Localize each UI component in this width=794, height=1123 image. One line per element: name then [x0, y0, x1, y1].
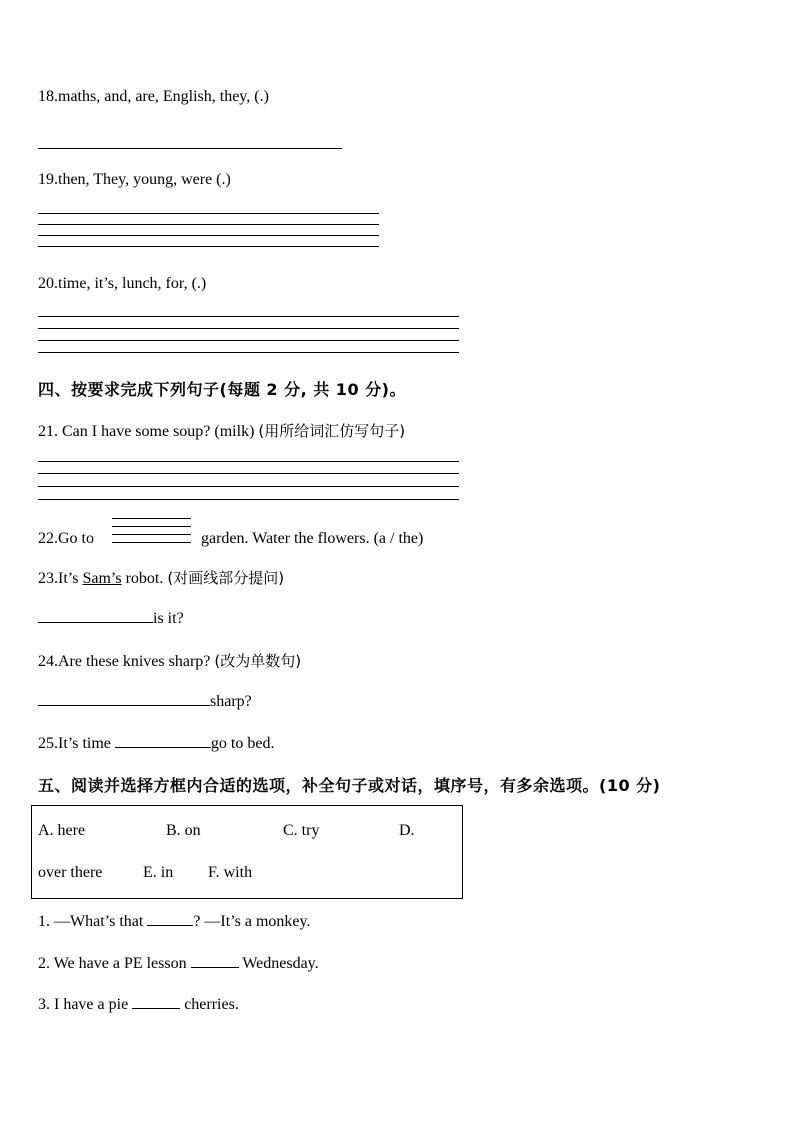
question-22-suffix: garden. Water the flowers. (a / the): [201, 530, 424, 547]
answer-line[interactable]: [38, 235, 379, 236]
question-21-number: 21: [38, 423, 54, 440]
answer-blank[interactable]: [115, 733, 211, 748]
question-23-prefix: 23.It’s: [38, 570, 83, 587]
answer-line[interactable]: [38, 340, 459, 341]
practice-3-suffix: cherries.: [180, 996, 239, 1013]
question-19: 19.then, They, young, were (.): [38, 171, 231, 188]
question-23-answer-suffix: is it?: [153, 610, 184, 627]
answer-line[interactable]: [38, 486, 459, 487]
practice-2-suffix: Wednesday.: [238, 955, 319, 972]
question-21-instruction: (用所给词汇仿写句子): [258, 422, 406, 440]
answer-blank[interactable]: [191, 953, 239, 968]
practice-2: [38, 953, 319, 973]
answer-blank[interactable]: [147, 911, 193, 926]
question-24-instruction: (改为单数句): [214, 652, 302, 670]
option-a: A. here: [38, 822, 86, 839]
question-23-suffix: robot.: [121, 570, 168, 587]
question-25: [38, 733, 274, 753]
option-b: B. on: [166, 822, 201, 839]
answer-blank[interactable]: [38, 691, 210, 706]
answer-line[interactable]: [38, 499, 459, 500]
answer-line[interactable]: [38, 213, 379, 214]
answer-blank[interactable]: [38, 608, 153, 623]
answer-line[interactable]: [38, 316, 459, 317]
section-5-heading: 五、阅读并选择方框内合适的选项，补全句子或对话，填序号，有多余选项。(10 分): [38, 776, 661, 795]
option-e: E. in: [143, 864, 174, 881]
option-d: D.: [399, 822, 415, 839]
practice-3: [38, 994, 239, 1014]
practice-1-prefix: 1. —What’s that: [38, 913, 148, 930]
question-24-answer: [38, 691, 252, 711]
answer-line[interactable]: [38, 352, 459, 353]
answer-line[interactable]: [112, 534, 191, 535]
question-18: 18.maths, and, are, English, they, (.): [38, 88, 269, 105]
answer-line[interactable]: [112, 518, 191, 519]
question-21-text: . Can I have some soup? (milk): [54, 423, 255, 440]
option-c: C. try: [283, 822, 320, 839]
practice-1-suffix: ? —It’s a monkey.: [193, 913, 311, 930]
answer-line[interactable]: [112, 542, 191, 543]
question-22-prefix: 22.Go to: [38, 530, 94, 547]
practice-3-prefix: 3. I have a pie: [38, 996, 133, 1013]
question-25-prefix: 25.It’s time: [38, 735, 115, 752]
practice-2-prefix: 2. We have a PE lesson: [38, 955, 191, 972]
question-23: [38, 567, 284, 588]
answer-blank[interactable]: [132, 994, 180, 1009]
question-23-underlined: Sam’s: [82, 570, 122, 587]
question-24: [38, 650, 301, 671]
answer-line[interactable]: [38, 148, 342, 149]
answer-line[interactable]: [38, 461, 459, 462]
answer-line[interactable]: [38, 224, 379, 225]
question-25-suffix: go to bed.: [210, 735, 275, 752]
question-23-answer: [38, 608, 184, 628]
option-d-continued: over there: [38, 864, 103, 881]
question-23-instruction: (对画线部分提问): [167, 569, 285, 587]
question-21: [38, 420, 405, 441]
answer-line[interactable]: [38, 473, 459, 474]
question-24-answer-suffix: sharp?: [210, 693, 252, 710]
practice-1: [38, 911, 310, 931]
answer-line[interactable]: [38, 246, 379, 247]
question-24-text: 24.Are these knives sharp?: [38, 653, 215, 670]
section-4-heading: 四、按要求完成下列句子(每题 2 分, 共 10 分)。: [38, 380, 406, 399]
answer-line[interactable]: [38, 328, 459, 329]
answer-line[interactable]: [112, 526, 191, 527]
option-f: F. with: [208, 864, 253, 881]
options-box: [31, 805, 463, 899]
question-20: 20.time, it’s, lunch, for, (.): [38, 275, 207, 292]
